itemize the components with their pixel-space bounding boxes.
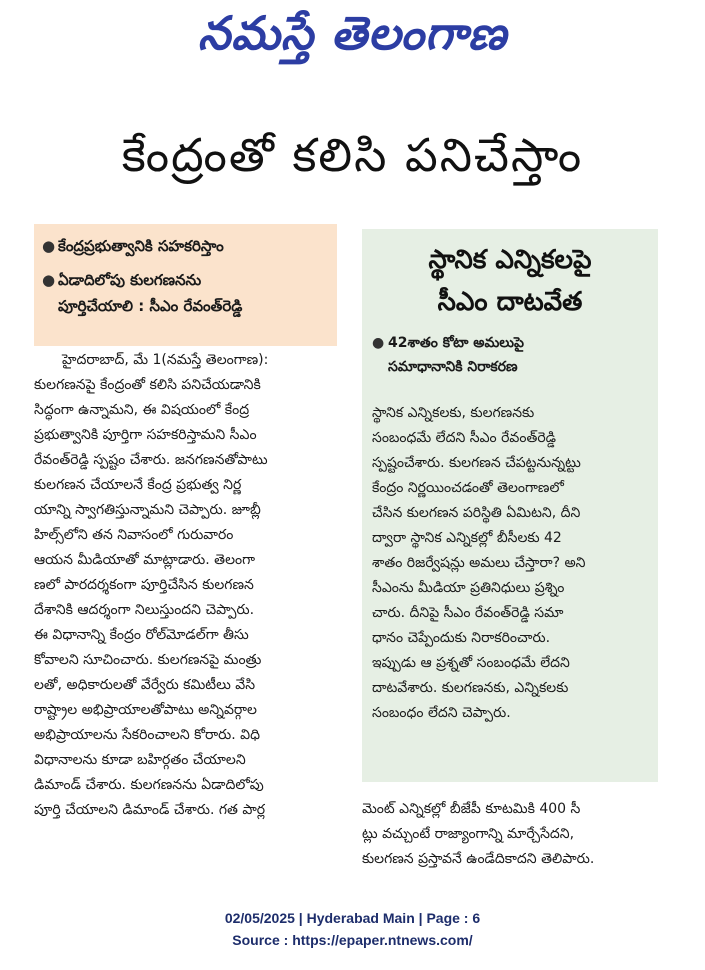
footer-source-link[interactable]: Source : https://epaper.ntnews.com/	[232, 932, 473, 948]
bullet-icon: ●	[372, 335, 385, 351]
highlight-item: ● ఏడాదిలోపు కులగణనను	[42, 268, 329, 292]
highlight-item-continued: పూర్తిచేయాలి : సీఎం రేవంత్‌రెడ్డి	[58, 297, 243, 315]
sidebar-title-line1: స్థానిక ఎన్నికలపై	[428, 245, 592, 275]
sidebar-highlight: ● 42శాతం కోటా అమలుపై సమాధానానికి నిరాకరణ	[372, 331, 648, 379]
sidebar-title-line2: సీఎం దాటవేత	[437, 287, 583, 317]
bullet-icon: ●	[42, 237, 56, 255]
sidebar-story	[362, 229, 658, 782]
article-body-text: హైదరాబాద్, మే 1(నమస్తే తెలంగాణ): కులగణనపై కేంద్రంతో కలిసి పనిచేయడానికి సిద్ధంగా ఉన్నామని, ఈ విషయంలో కేంద్ర ప్రభుత్వానికి పూర్తిగా సహకరిస్తామని సీఎం రేవంత్‌రెడ్డి స్పష్టం చేశారు. జనగణనతోపాటు కులగణన చేయాలనే కేంద్ర ప్రభుత్వ నిర్ణ యాన్ని స్వాగతిస్తున్నామని చెప్పారు. జూబ్లీ హిల్స్‌లోని తన నివాసంలో గురువారం ఆయన మీడియాతో మాట్లాడారు. తెలంగా ణలో పారదర్శకంగా పూర్తిచేసిన కులగణన దేశానికి ఆదర్శంగా నిలుస్తుందని చెప్పారు. ఈ విధానాన్ని కేంద్రం రోల్‌మోడల్‌గా తీసు కోవాలని సూచించారు. కులగణనపై మంత్రు లతో, అధికారులతో వేర్వేరు కమిటీలు వేసి రాష్ట్రాల అభిప్రాయాలతోపాటు అన్నివర్గాల అభిప్రాయాలను సేకరించాలని కోరారు. విధి విధానాలను కూడా బహిర్గతం చేయాలని డిమాండ్ చేశారు. కులగణనను ఏడాదిలోపు పూర్తి చేయాలని డిమాండ్ చేశారు. గత పార్ల	[34, 352, 269, 818]
continuation-text: మెంట్ ఎన్నికల్లో బీజేపీ కూటమికి 400 సీ ట్లు వచ్చుంటే రాజ్యాంగాన్ని మార్చేసేదని, కులగణన ప్రస్తావనే ఉండేదికాదని తెలిపారు.	[362, 801, 595, 867]
article-continuation	[362, 797, 658, 872]
footer-edition-info: 02/05/2025 | Hyderabad Main | Page : 6	[224, 910, 481, 926]
bullet-icon: ●	[42, 271, 56, 289]
highlight-item: ● కేంద్రప్రభుత్వానికి సహకరిస్తాం	[42, 234, 329, 258]
newspaper-masthead: నమస్తే తెలంగాణ	[197, 6, 508, 60]
article-headline: కేంద్రంతో కలిసి పనిచేస్తాం	[121, 128, 584, 182]
highlights-box	[34, 224, 337, 346]
main-article-column	[34, 348, 344, 823]
sidebar-body-text: స్థానిక ఎన్నికలకు, కులగణనకు సంబంధమే లేదని సీఎం రేవంత్‌రెడ్డి స్పష్టంచేశారు. కులగణన చేపట్టనున్నట్టు కేంద్రం నిర్ణయించడంతో తెలంగాణలో చేసిన కులగణన పరిస్థితి ఏమిటని, దీని ద్వారా స్థానిక ఎన్నికల్లో బీసీలకు 42 శాతం రిజర్వేషన్లు అమలు చేస్తారా? అని సీఎంను మీడియా ప్రతినిధులు ప్రశ్నిం చారు. దీనిపై సీఎం రేవంత్‌రెడ్డి సమా ధానం చెప్పేందుకు నిరాకరించారు. ఇప్పుడు ఆ ప్రశ్నతో సంబంధమే లేదని దాటవేశారు. కులగణనకు, ఎన్నికలకు సంబంధం లేదని చెప్పారు.	[372, 405, 586, 721]
